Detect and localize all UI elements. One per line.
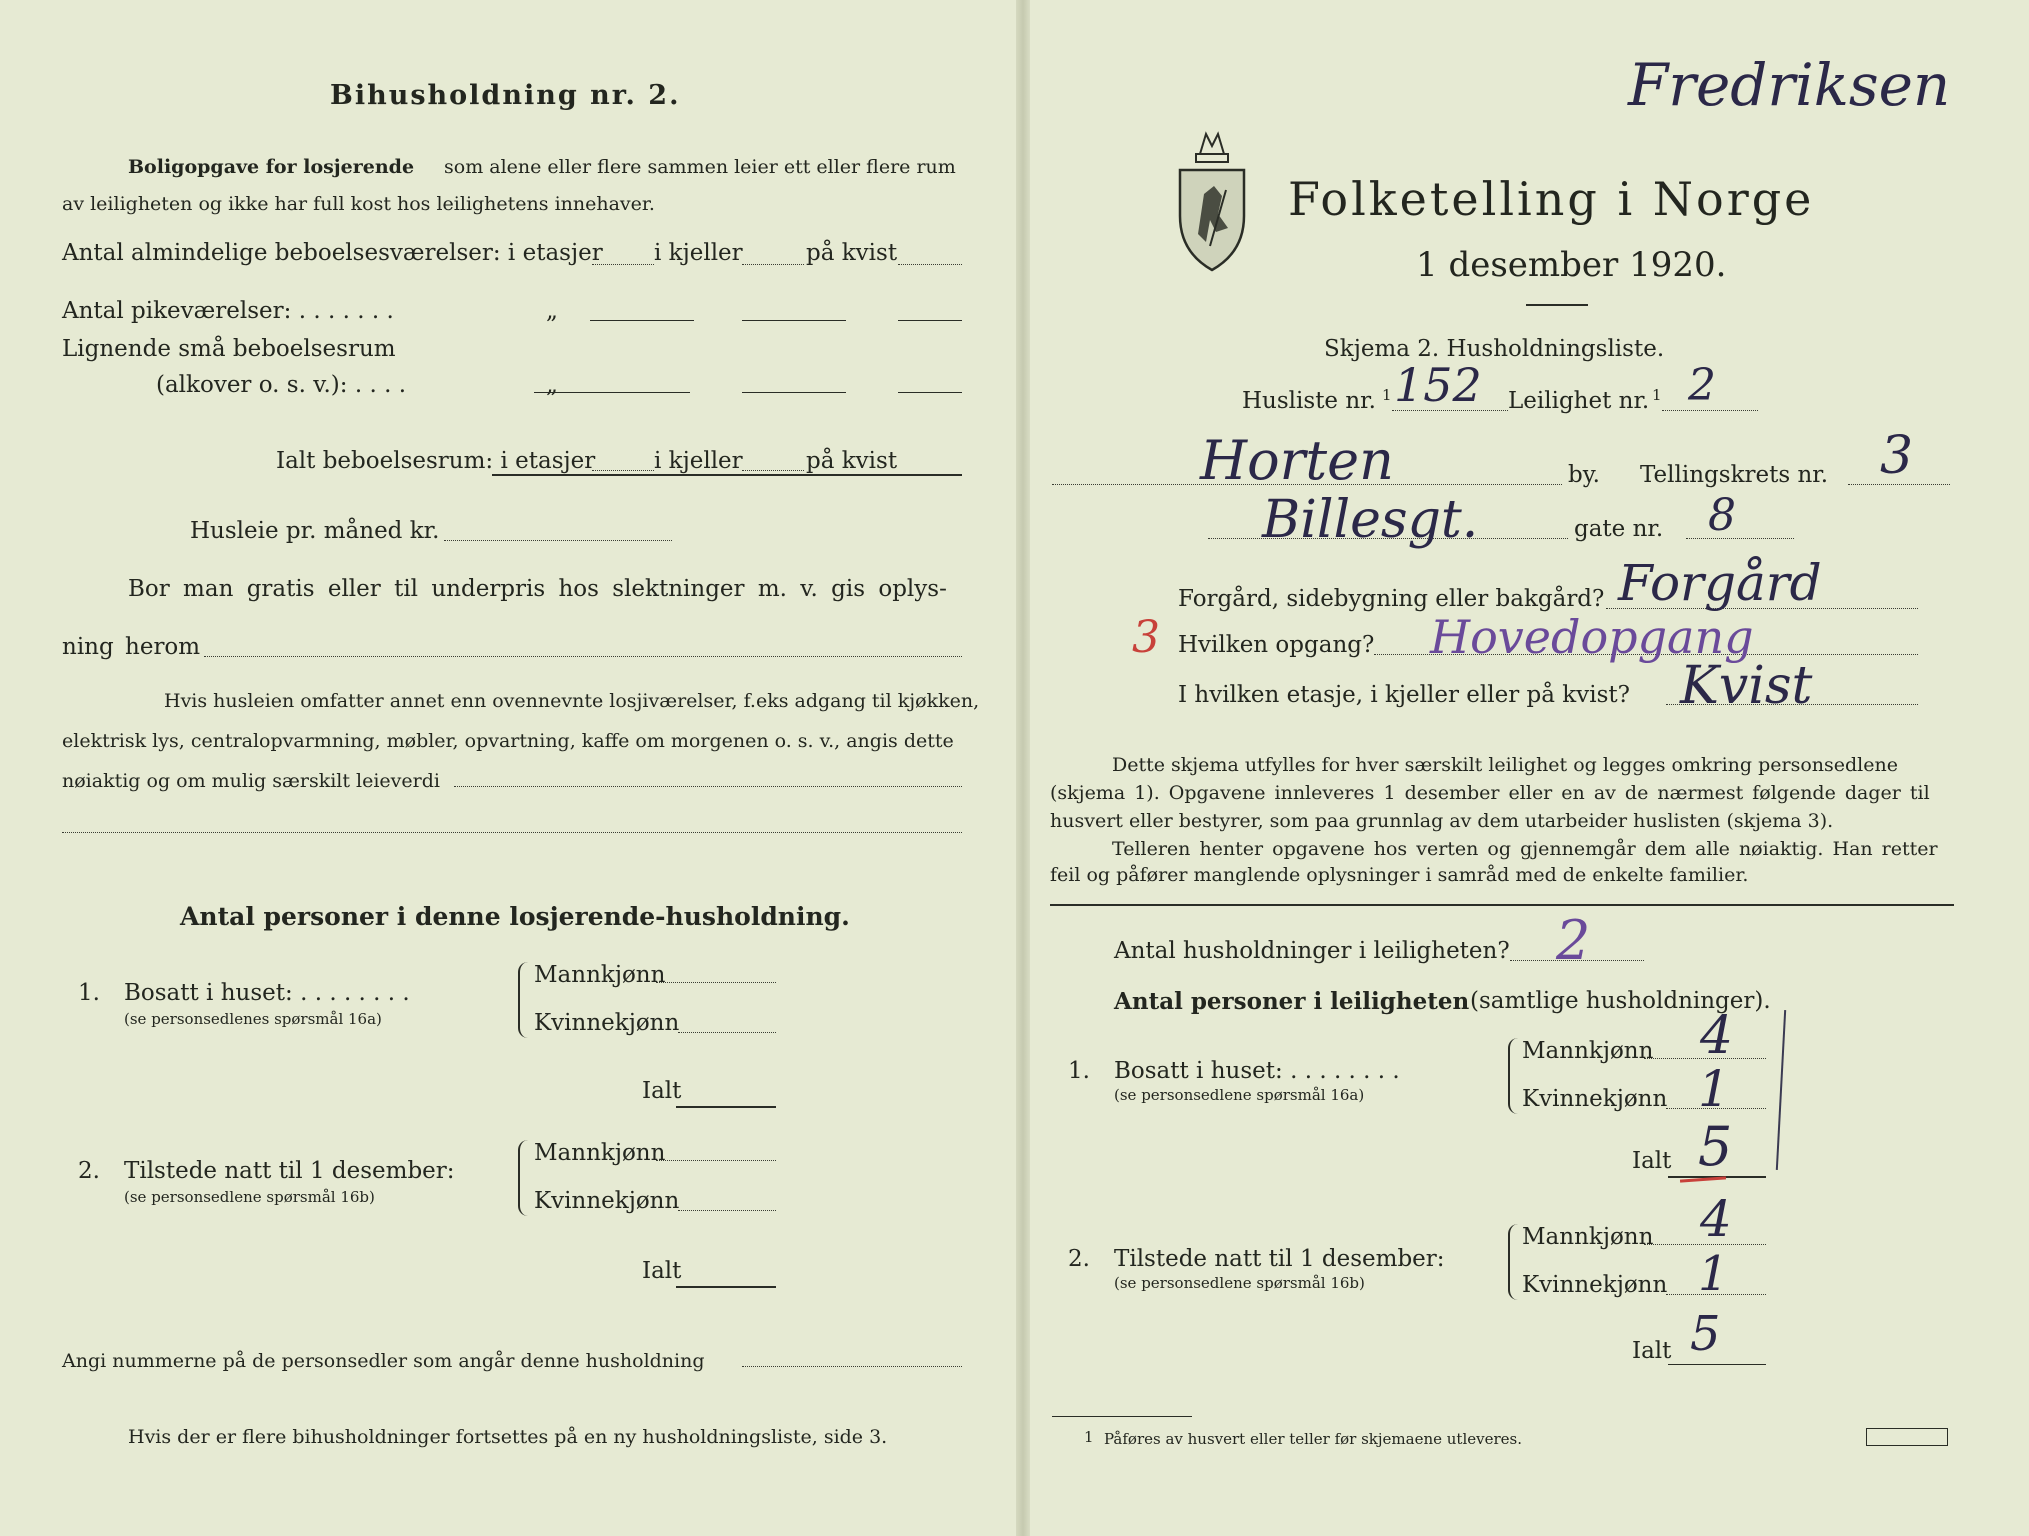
ditto-mark: „ <box>546 298 558 324</box>
right-q1-brace <box>1508 1038 1520 1114</box>
left-q2-num: 2. <box>78 1158 100 1184</box>
right-q1-kvinne-label: Kvinnekjønn <box>1522 1086 1668 1112</box>
right-q2-ialt-label: Ialt <box>1632 1338 1672 1364</box>
left-q1-brace <box>518 962 530 1038</box>
hw-q1-mann: 4 <box>1700 1006 1734 1066</box>
hw-leilighet: 2 <box>1688 360 1716 411</box>
field-ialt-kjeller[interactable] <box>742 470 804 471</box>
right-q1-sub: (se personsedlene spørsmål 16a) <box>1114 1086 1365 1104</box>
right-q2-num: 2. <box>1068 1246 1090 1272</box>
antal-husholdninger-label: Antal husholdninger i leiligheten? <box>1114 938 1510 964</box>
flere-note: Hvis der er flere bihusholdninger fortsettes på en ny husholdningsliste, side 3. <box>128 1426 888 1448</box>
field-alkover-kvist[interactable] <box>898 392 962 393</box>
field-leieverdi[interactable] <box>454 786 962 787</box>
right-q1-num: 1. <box>1068 1058 1090 1084</box>
gate-label: gate nr. <box>1574 516 1664 542</box>
right-q2-sub: (se personsedlene spørsmål 16b) <box>1114 1274 1365 1292</box>
hw-tick-line <box>1776 1010 1786 1170</box>
right-q1-ialt-label: Ialt <box>1632 1148 1672 1174</box>
left-q2-mann-field[interactable] <box>656 1160 776 1161</box>
left-q2-mann-label: Mannkjønn <box>534 1140 666 1166</box>
field-pike-etasjer[interactable] <box>590 320 694 321</box>
left-q2-kvinne-label: Kvinnekjønn <box>534 1188 680 1214</box>
date-rule <box>1526 304 1588 306</box>
field-alkover-etasjer[interactable] <box>534 392 690 393</box>
hw-q1-ialt: 5 <box>1698 1115 1733 1178</box>
hw-forgaard: Forgård <box>1618 554 1822 612</box>
forgaard-label: Forgård, sidebygning eller bakgård? <box>1178 586 1605 612</box>
left-q1-kvinne-field[interactable] <box>678 1032 776 1033</box>
opgang-label: Hvilken opgang? <box>1178 632 1375 658</box>
by-label: by. <box>1568 462 1600 488</box>
footnote-rule <box>1052 1416 1192 1417</box>
hw-name: Fredriksen <box>1628 51 1951 119</box>
hw-q1-kvinne: 1 <box>1698 1060 1730 1118</box>
left-q2-brace <box>518 1140 530 1216</box>
field-kjeller[interactable] <box>742 264 804 265</box>
left-q1-ialt-field[interactable] <box>676 1106 776 1108</box>
hw-opgang: Hovedopgang <box>1430 610 1754 664</box>
angi-line: Angi nummerne på de personsedler som angår denne husholdning <box>62 1350 705 1372</box>
field-ialt-etasjer[interactable] <box>592 470 654 471</box>
right-q2-brace <box>1508 1224 1520 1300</box>
hw-husliste: 152 <box>1394 358 1482 412</box>
field-leieverdi-2[interactable] <box>62 832 962 833</box>
hvis-line3: nøiaktig og om mulig særskilt leieverdi <box>62 770 440 792</box>
row-ialt-beboelsesrum: Ialt beboelsesrum: i etasjer <box>276 448 596 474</box>
tellingskrets-label: Tellingskrets nr. <box>1640 462 1829 488</box>
left-q2-sub: (se personsedlene spørsmål 16b) <box>124 1188 375 1206</box>
row-lignende: Lignende små beboelsesrum <box>62 336 396 362</box>
page-fold <box>1016 0 1030 1536</box>
instr-line3: husvert eller bestyrer, som paa grunnlag av dem utarbeider huslisten (skjema 3). <box>1050 810 1834 832</box>
gratis-line2: ning herom <box>62 634 201 660</box>
footnote-text: Påføres av husvert eller teller før skjemaene utleveres. <box>1104 1430 1522 1448</box>
label-paa-kvist: på kvist <box>806 240 898 266</box>
right-title: Folketelling i Norge <box>1288 172 1815 226</box>
gratis-line1: Bor man gratis eller til underpris hos slektninger m. v. gis oplys- <box>128 576 947 602</box>
instr-line1: Dette skjema utfylles for hver særskilt leilighet og legges omkring personsedlene <box>1112 754 1898 776</box>
left-q2-ialt-field[interactable] <box>676 1286 776 1288</box>
left-q2-label: Tilstede natt til 1 desember: <box>124 1158 455 1184</box>
row-alkover: (alkover o. s. v.): . . . . <box>156 372 407 398</box>
left-title: Bihusholdning nr. 2. <box>330 80 681 111</box>
coat-of-arms-icon <box>1170 124 1254 274</box>
hw-town: Horten <box>1200 429 1394 492</box>
leilighet-sup: 1 <box>1652 386 1662 404</box>
intro-rest: som alene eller flere sammen leier ett eller flere rum <box>444 156 956 178</box>
field-alkover-kjeller[interactable] <box>742 392 846 393</box>
field-etasjer[interactable] <box>592 264 654 265</box>
left-q2-kvinne-field[interactable] <box>678 1210 776 1211</box>
husliste-sup: 1 <box>1382 386 1392 404</box>
section-rule <box>1050 904 1954 906</box>
hw-tellingskrets: 3 <box>1880 426 1914 486</box>
label-paa-kvist-2: på kvist <box>806 448 898 474</box>
ditto-mark-2: „ <box>546 372 558 398</box>
label-i-kjeller: i kjeller <box>654 240 743 266</box>
hw-opgang-mark: 3 <box>1132 612 1160 663</box>
right-q2-mann-label: Mannkjønn <box>1522 1224 1654 1250</box>
instr-line2: (skjema 1). Opgavene innleveres 1 desember eller en av de nærmest følgende dager til <box>1050 782 1930 804</box>
hw-etasje: Kvist <box>1680 656 1813 716</box>
field-pike-kjeller[interactable] <box>742 320 846 321</box>
field-kvist[interactable] <box>898 264 962 265</box>
intro-bold: Boligopgave for losjerende <box>128 156 415 178</box>
field-pike-kvist[interactable] <box>898 320 962 321</box>
left-q1-sub: (se personsedlenes spørsmål 16a) <box>124 1010 382 1028</box>
instr-line5: feil og påfører manglende oplysninger i samråd med de enkelte familier. <box>1050 864 1749 886</box>
leilighet-label: Leilighet nr. <box>1508 388 1650 414</box>
left-q1-label: Bosatt i huset: . . . . . . . . <box>124 980 410 1006</box>
husliste-label: Husliste nr. <box>1242 388 1376 414</box>
hvis-line2: elektrisk lys, centralopvarmning, møbler, opvartning, kaffe om morgenen o. s. v., angis dette <box>62 730 954 752</box>
etasje-label: I hvilken etasje, i kjeller eller på kvist? <box>1178 682 1630 708</box>
right-q2-label: Tilstede natt til 1 desember: <box>1114 1246 1445 1272</box>
left-antal-heading: Antal personer i denne losjerende-husholdning. <box>180 902 850 931</box>
left-q1-num: 1. <box>78 980 100 1006</box>
hw-husholdninger: 2 <box>1556 909 1591 972</box>
instr-line4: Telleren henter opgavene hos verten og gjennemgår dem alle nøiaktig. Han retter <box>1112 838 1938 860</box>
right-q1-label: Bosatt i huset: . . . . . . . . <box>1114 1058 1400 1084</box>
right-q2-ialt-field[interactable] <box>1668 1364 1766 1365</box>
census-date: 1 desember 1920. <box>1416 245 1727 285</box>
field-angi[interactable] <box>742 1366 962 1367</box>
skjema-label: Skjema 2. Husholdningsliste. <box>1324 336 1665 362</box>
hw-q2-kvinne: 1 <box>1698 1246 1729 1302</box>
left-q1-mann-label: Mannkjønn <box>534 962 666 988</box>
right-q2-kvinne-label: Kvinnekjønn <box>1522 1272 1668 1298</box>
hw-q2-ialt: 5 <box>1690 1306 1721 1362</box>
hw-street: Billesgt. <box>1262 490 1479 550</box>
left-q1-mann-field[interactable] <box>656 982 776 983</box>
row-almindelige: Antal almindelige beboelsesværelser: i etasjer <box>62 240 603 266</box>
field-husleie[interactable] <box>444 540 672 541</box>
row-pikevaerelser: Antal pikeværelser: . . . . . . . <box>62 298 394 324</box>
left-q1-ialt-label: Ialt <box>642 1078 682 1104</box>
intro-line2: av leiligheten og ikke har full kost hos leilighetens innehaver. <box>62 193 655 215</box>
row-husleie: Husleie pr. måned kr. <box>190 518 440 544</box>
antal-personer-rest: (samtlige husholdninger). <box>1470 988 1771 1014</box>
printer-stamp <box>1866 1428 1948 1446</box>
hw-gate-nr: 8 <box>1708 490 1736 541</box>
field-gratis[interactable] <box>204 656 962 657</box>
hvis-line1: Hvis husleien omfatter annet enn ovennevnte losjiværelser, f.eks adgang til kjøkken, <box>164 690 980 712</box>
hw-q2-mann: 4 <box>1700 1190 1732 1248</box>
right-q1-mann-label: Mannkjønn <box>1522 1038 1654 1064</box>
label-i-kjeller-2: i kjeller <box>654 448 743 474</box>
antal-personer-bold: Antal personer i leiligheten <box>1114 988 1470 1015</box>
ialt-underline <box>492 474 962 476</box>
gate-nr-field[interactable] <box>1686 538 1794 539</box>
footnote-num: 1 <box>1084 1428 1094 1446</box>
left-q1-kvinne-label: Kvinnekjønn <box>534 1010 680 1036</box>
left-q2-ialt-label: Ialt <box>642 1258 682 1284</box>
